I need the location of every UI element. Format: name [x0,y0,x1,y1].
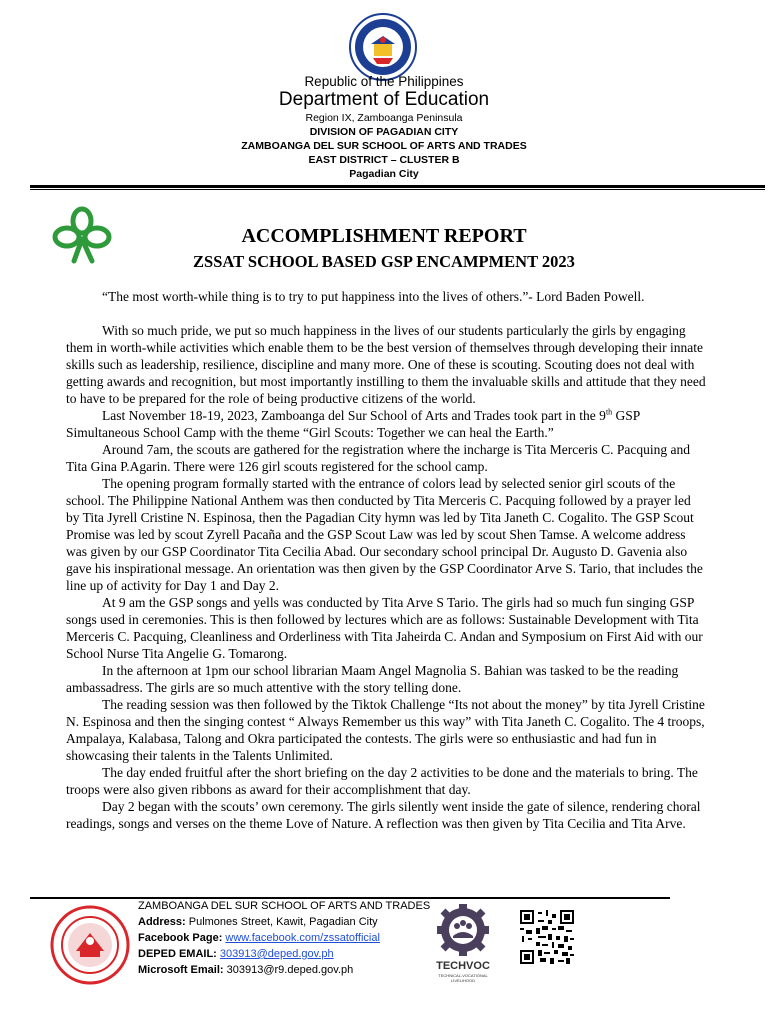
paragraph-day-two: Day 2 began with the scouts’ own ceremony. The girls silently went inside the gate of silence, rendering choral readings, songs and verses on the theme Love of Nature. A reflection was then given by Tita Cecilia and Tita Arve. [66,799,701,831]
deped-seal-logo [343,12,423,82]
paragraph-songs-lectures: At 9 am the GSP songs and yells was conducted by Tita Arve S Tario. The girls had so much fun singing GSP songs used in ceremonies. This is then followed by lectures which are as follows: Sustainable Development with Tita Merceris C. Pacquing, Cleanliness and Orderliness with Tita Jaheirda C. Andan and Symposium on First Aid with our School Nurse Tita Angelie G. Tomarong. [66,595,703,661]
header-department: Department of Education [278,89,490,110]
header-division: DIVISION OF PAGADIAN CITY [309,126,459,138]
microsoft-email-label: Microsoft Email: [138,964,224,976]
qr-code [520,910,574,964]
techvoc-label: TECHVOC [436,960,490,972]
report-subtitle: ZSSAT SCHOOL BASED GSP ENCAMPMENT 2023 [193,252,575,271]
paragraph-reading-ambassadress: In the afternoon at 1pm our school librarian Maam Angel Magnolia S. Bahian was tasked to be the reading ambassadress. The girls are so much attentive with the story telling done. [66,663,679,695]
header-city: Pagadian City [349,168,419,180]
header-school: ZAMBOANGA DEL SUR SCHOOL OF ARTS AND TRADES [241,140,527,152]
paragraph-day-end: The day ended fruitful after the short briefing on the day 2 activities to be done and the materials to bring. The troops were also given ribbons as award for their accomplishment that day. [66,765,698,797]
paragraph-intro: With so much pride, we put so much happiness in the lives of our students particularly the girls by engaging them in worth-while activities which enable them to be the best version of themselves through developing their innate skills such as leadership, resilience, discipline and many more. One of these is scouting. Scouting does not deal with getting awards and recognition, but most importantly instilling to them the invaluable skills and attitude that they need to have to be prepared for the role of being productive citizens of the world. [66,323,706,406]
header-divider [30,185,765,188]
paragraph-opening-program: The opening program formally started with the entrance of colors lead by selected senior girl scouts of the school. The Philippine National Anthem was then conducted by Tita Merceris C. Pacquing followed by a prayer led by Tita Jyrell Cristine N. Espinosa, then the Pagadian City hymn was led by Tita Janeth C. Cogalito. The GSP Scout Promise was led by scout Zyrell Pacaña and the GSP Scout Law was led by scout Shen Tamse. A welcome address was given by our GSP Coordinator Tita Cecilia Abad. Our secondary school principal Dr. Augusto D. Gavenia also gave his inspirational message. An orientation was then given by the GSP Coordinator Arve S. Tario, that includes the line up of activity for Day 1 and Day 2. [66,476,703,593]
deped-email-link[interactable]: 303913@deped.gov.ph [219,948,334,960]
report-body [66,288,706,832]
paragraph-date [66,407,706,441]
paragraph-date-text: Last November 18-19, 2023, Zamboanga del Sur School of Arts and Trades took part in the 9 [102,408,606,423]
header-district: EAST DISTRICT – CLUSTER B [308,154,460,166]
deped-email-label: DEPED EMAIL: [138,948,217,960]
footer-school-name: ZAMBOANGA DEL SUR SCHOOL OF ARTS AND TRADES [138,900,431,912]
header-divider-thin [30,189,765,190]
ordinal-suffix: th [605,407,613,417]
address-value: Pulmones Street, Kawit, Pagadian City [185,916,378,928]
facebook-link[interactable]: www.facebook.com/zssatofficial [225,932,380,944]
footer-microsoft-email [138,964,353,976]
footer-deped-email [138,948,334,960]
footer-address [138,916,378,928]
zssat-seal-logo [50,905,130,985]
paragraph-registration: Around 7am, the scouts are gathered for the registration where the incharge is Tita Merceris C. Pacquing and Tita Gina P.Agarin. There were 126 girl scouts registered for the school camp. [66,442,690,474]
techvoc-sublabel: TECHNICAL-VOCATIONAL LIVELIHOOD [438,973,488,983]
opening-quote: “The most worth-while thing is to try to put happiness into the lives of others.”- Lord Baden Powell. [102,289,645,304]
footer-divider [30,897,670,899]
footer-facebook [138,932,380,944]
header-region: Region IX, Zamboanga Peninsula [305,112,463,124]
report-title: ACCOMPLISHMENT REPORT [241,225,527,247]
paragraph-contests: The reading session was then followed by the Tiktok Challenge “Its not about the money” by tita Jyrell Cristine N. Espinosa and then the singing contest “ Always Remember us this way” with Tita Janeth C. Cogalito. The 4 troops, Ampalaya, Kalabasa, Talong and Okra participated the contests. The girls were so enthusiastic and had fun in showcasing their talents in the Talents Unlimited. [66,697,705,763]
facebook-label: Facebook Page: [138,932,223,944]
header-republic: Republic of the Philippines [304,74,464,89]
address-label: Address: [138,916,186,928]
microsoft-email-value: 303913@r9.deped.gov.ph [223,964,354,976]
paragraph-date-rest: GSP Simultaneous School Camp with the theme “Girl Scouts: Together we can heal the Earth.” [66,408,640,440]
